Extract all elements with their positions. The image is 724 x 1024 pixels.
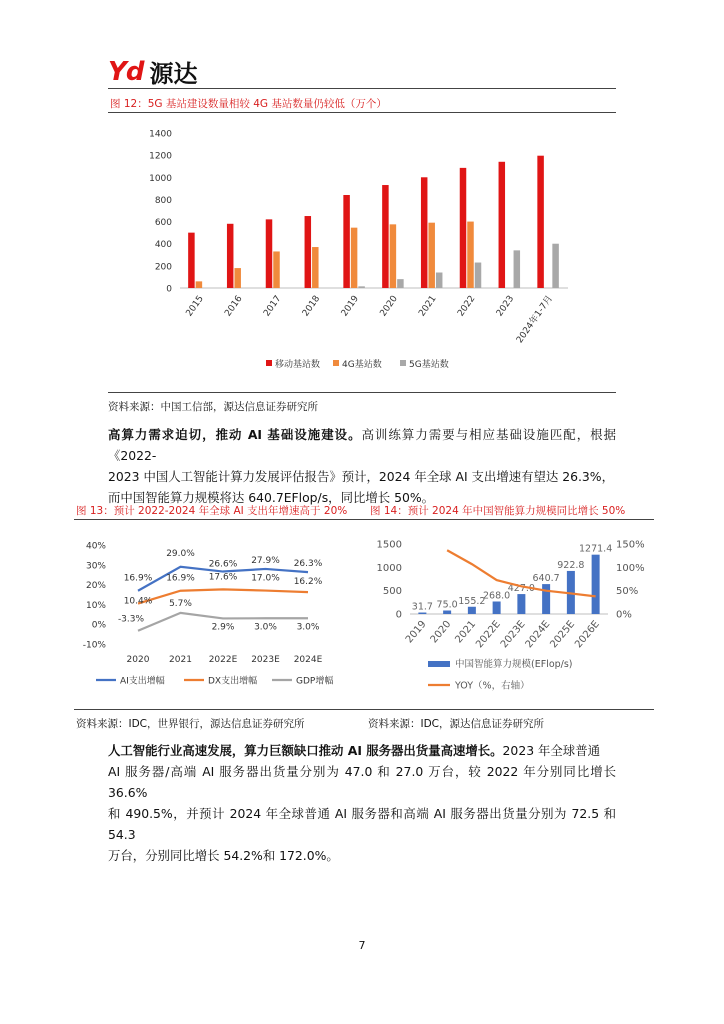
logo-mark: Yd bbox=[108, 56, 144, 87]
fig12-source: 资料来源：中国工信部，源达信息证券研究所 bbox=[108, 401, 318, 413]
fig13-y-tick-label: 40% bbox=[85, 541, 106, 552]
fig12-y-tick-label: 800 bbox=[154, 195, 172, 206]
fig14-bar bbox=[418, 613, 426, 614]
fig14-y-right-tick-label: 0% bbox=[616, 609, 632, 621]
fig12-bar bbox=[475, 263, 482, 288]
fig13-x-tick-label: 2024E bbox=[293, 655, 323, 665]
fig14-bar bbox=[517, 594, 525, 614]
header-rule bbox=[108, 88, 616, 89]
fig14-x-tick-label: 2023E bbox=[498, 618, 528, 651]
fig14-bar bbox=[493, 601, 501, 614]
fig14-x-tick-label: 2022E bbox=[474, 618, 503, 651]
fig12-bar bbox=[467, 222, 474, 288]
fig13-y-tick-label: 0% bbox=[91, 620, 106, 631]
paragraph-1-line1: 高训练算力需要与相应基础设施匹配，根据《2022- bbox=[108, 427, 617, 463]
fig12-title: 图 12：5G 基站建设数量相较 4G 基站数量仍较低（万个） bbox=[110, 98, 387, 110]
fig12-legend-swatch bbox=[333, 360, 339, 366]
fig12-top-rule bbox=[108, 112, 616, 113]
fig13-data-label: 17.0% bbox=[251, 573, 280, 584]
fig12-bar bbox=[382, 185, 389, 288]
fig13-source: 资料来源：IDC，世界银行，源达信息证券研究所 bbox=[76, 718, 305, 730]
fig14-data-label: 155.2 bbox=[458, 595, 486, 607]
fig12-chart bbox=[108, 118, 616, 388]
fig12-bar bbox=[397, 279, 404, 288]
fig14-bar bbox=[592, 555, 600, 614]
fig13-x-tick-label: 2020 bbox=[126, 655, 150, 665]
fig13-series-line bbox=[138, 589, 308, 603]
fig12-y-tick-label: 200 bbox=[154, 262, 172, 273]
fig14-x-tick-label: 2019 bbox=[403, 618, 429, 646]
fig12-bar bbox=[188, 233, 195, 288]
paragraph-2-line1: 2023 年全球普通 bbox=[502, 743, 600, 758]
fig14-legend-swatch-bar bbox=[428, 661, 450, 667]
fig12-bar bbox=[312, 247, 319, 288]
fig12-x-tick-label: 2023 bbox=[494, 293, 517, 319]
fig13-data-label: 27.9% bbox=[251, 555, 280, 566]
fig12-y-tick-label: 400 bbox=[154, 240, 172, 251]
fig12-x-tick-label: 2016 bbox=[223, 293, 245, 319]
fig14-y-left-tick-label: 0 bbox=[395, 609, 402, 621]
fig12-bar bbox=[436, 273, 443, 289]
fig14-data-label: 640.7 bbox=[532, 573, 560, 585]
fig12-bar bbox=[514, 250, 521, 288]
fig13-y-tick-label: 10% bbox=[85, 600, 106, 611]
page-number: 7 bbox=[358, 939, 366, 952]
fig13-y-tick-label: 20% bbox=[85, 581, 106, 592]
fig13-y-tick-label: -10% bbox=[82, 640, 106, 651]
fig12-legend-swatch bbox=[400, 360, 406, 366]
fig14-source: 资料来源：IDC，源达信息证券研究所 bbox=[368, 718, 545, 730]
fig12-bar bbox=[266, 219, 273, 288]
fig12-bar bbox=[537, 156, 544, 288]
paragraph-2-lead: 人工智能行业高速发展，算力巨额缺口推动 AI 服务器出货量高速增长。 bbox=[108, 743, 503, 758]
fig14-y-left-tick-label: 1500 bbox=[376, 539, 402, 551]
paragraph-1-line2: 2023 中国人工智能计算力发展评估报告》预计，2024 年全球 AI 支出增速有望达 26.3%， bbox=[108, 469, 614, 484]
fig12-y-tick-label: 0 bbox=[166, 284, 172, 295]
fig14-x-tick-label: 2025E bbox=[548, 618, 578, 651]
fig14-title: 图 14：预计 2024 年中国智能算力规模同比增长 50% bbox=[370, 505, 626, 517]
fig12-bar bbox=[351, 228, 358, 288]
fig14-x-tick-label: 2021 bbox=[453, 618, 479, 646]
fig14-x-tick-label: 2020 bbox=[428, 618, 454, 646]
fig13-14-top-rule bbox=[74, 519, 654, 520]
fig13-data-label: 10.4% bbox=[123, 596, 153, 607]
fig12-bar bbox=[343, 195, 350, 288]
paragraph-1-line3: 而中国智能算力规模将达 640.7EFlop/s，同比增长 50%。 bbox=[108, 490, 435, 505]
fig14-bar bbox=[443, 611, 451, 615]
fig14-x-tick-label: 2024E bbox=[523, 618, 553, 651]
fig13-data-label: 2.9% bbox=[211, 622, 235, 633]
fig12-bar bbox=[390, 224, 397, 288]
fig14-data-label: 427.0 bbox=[507, 583, 535, 595]
fig14-legend-label-bar: 中国智能算力规模(EFlop/s) bbox=[455, 659, 573, 670]
fig14-x-tick-label: 2026E bbox=[573, 618, 602, 651]
fig12-legend-label: 移动基站数 bbox=[275, 360, 321, 370]
fig14-y-right-tick-label: 150% bbox=[616, 539, 645, 551]
fig13-14-bottom-rule bbox=[74, 709, 654, 710]
fig14-y-left-tick-label: 1000 bbox=[376, 562, 402, 574]
fig13-data-label: 26.3% bbox=[293, 559, 323, 570]
fig12-bar bbox=[196, 281, 203, 288]
logo-text: 源达 bbox=[149, 60, 198, 88]
fig13-legend-label: AI支出增幅 bbox=[120, 676, 165, 687]
fig13-data-label: -3.3% bbox=[117, 614, 145, 625]
fig13-data-label: 26.6% bbox=[208, 559, 238, 570]
fig12-bar bbox=[499, 162, 506, 288]
fig13-legend-label: DX支出增幅 bbox=[208, 676, 258, 687]
fig13-data-label: 5.7% bbox=[169, 598, 192, 609]
fig12-legend-swatch bbox=[266, 360, 272, 366]
fig12-x-tick-label: 2020 bbox=[378, 293, 400, 319]
fig12-y-tick-label: 1000 bbox=[149, 173, 172, 184]
fig12-x-tick-label: 2021 bbox=[417, 293, 439, 319]
fig12-x-tick-label: 2018 bbox=[300, 293, 323, 319]
fig13-chart bbox=[74, 528, 356, 696]
paragraph-2-line4: 万台，分别同比增长 54.2%和 172.0%。 bbox=[108, 848, 339, 863]
fig12-y-tick-label: 600 bbox=[154, 218, 172, 229]
fig14-y-right-tick-label: 50% bbox=[616, 586, 639, 598]
fig12-bar bbox=[460, 168, 467, 288]
fig12-x-tick-label: 2015 bbox=[184, 293, 206, 319]
fig12-x-tick-label: 2017 bbox=[262, 293, 284, 319]
fig13-y-tick-label: 30% bbox=[85, 561, 106, 572]
fig13-x-tick-label: 2021 bbox=[169, 655, 192, 665]
fig12-x-tick-label: 2019 bbox=[339, 293, 362, 319]
fig12-bar bbox=[358, 286, 365, 288]
fig12-bar bbox=[273, 251, 280, 288]
fig12-bottom-rule bbox=[108, 392, 616, 393]
paragraph-2-line2: AI 服务器/高端 AI 服务器出货量分别为 47.0 和 27.0 万台，较 2022 年分别同比增长 36.6% bbox=[108, 764, 616, 800]
fig14-y-right-tick-label: 100% bbox=[616, 562, 645, 574]
fig14-legend-label-line: YOY（%，右轴） bbox=[455, 680, 530, 692]
fig12-bar bbox=[428, 223, 435, 288]
fig14-data-label: 1271.4 bbox=[579, 543, 613, 555]
fig12-y-tick-label: 1200 bbox=[149, 151, 172, 162]
fig14-data-label: 922.8 bbox=[557, 559, 585, 571]
fig13-x-tick-label: 2022E bbox=[208, 655, 238, 665]
paragraph-1-lead: 高算力需求迫切，推动 AI 基础设施建设。 bbox=[108, 427, 362, 442]
fig14-data-label: 31.7 bbox=[411, 601, 433, 613]
fig14-data-label: 75.0 bbox=[436, 599, 458, 611]
fig14-y-left-tick-label: 500 bbox=[382, 586, 402, 598]
fig14-bar bbox=[468, 607, 476, 614]
fig12-y-tick-label: 1400 bbox=[149, 129, 172, 140]
fig12-legend-label: 5G基站数 bbox=[409, 360, 449, 370]
fig13-title: 图 13：预计 2022-2024 年全球 AI 支出年增速高于 20% bbox=[76, 505, 348, 517]
fig13-data-label: 17.6% bbox=[208, 572, 238, 583]
fig12-bar bbox=[552, 244, 559, 288]
fig14-chart bbox=[366, 528, 654, 696]
fig14-data-label: 268.0 bbox=[483, 590, 511, 602]
fig13-data-label: 16.9% bbox=[166, 573, 195, 584]
brand-logo bbox=[108, 54, 197, 89]
fig13-data-label: 3.0% bbox=[254, 622, 277, 633]
fig13-data-label: 16.2% bbox=[293, 577, 323, 588]
fig14-bar bbox=[542, 584, 550, 614]
fig12-bar bbox=[234, 268, 241, 288]
paragraph-2 bbox=[108, 740, 616, 866]
fig13-legend-label: GDP增幅 bbox=[296, 676, 334, 687]
fig13-x-tick-label: 2023E bbox=[251, 655, 280, 665]
fig12-bar bbox=[227, 224, 234, 288]
paragraph-2-line3: 和 490.5%，并预计 2024 年全球普通 AI 服务器和高端 AI 服务器出货量分别为 72.5 和 54.3 bbox=[108, 806, 616, 842]
fig13-data-label: 29.0% bbox=[166, 548, 195, 559]
fig12-bar bbox=[421, 177, 428, 288]
fig12-x-tick-label: 2024年1-7月 bbox=[514, 293, 556, 346]
fig13-data-label: 16.9% bbox=[123, 573, 153, 584]
paragraph-1 bbox=[108, 424, 616, 508]
fig12-bar bbox=[305, 216, 312, 288]
fig12-x-tick-label: 2022 bbox=[456, 293, 478, 319]
fig13-data-label: 3.0% bbox=[296, 622, 320, 633]
fig12-legend-label: 4G基站数 bbox=[342, 360, 382, 370]
